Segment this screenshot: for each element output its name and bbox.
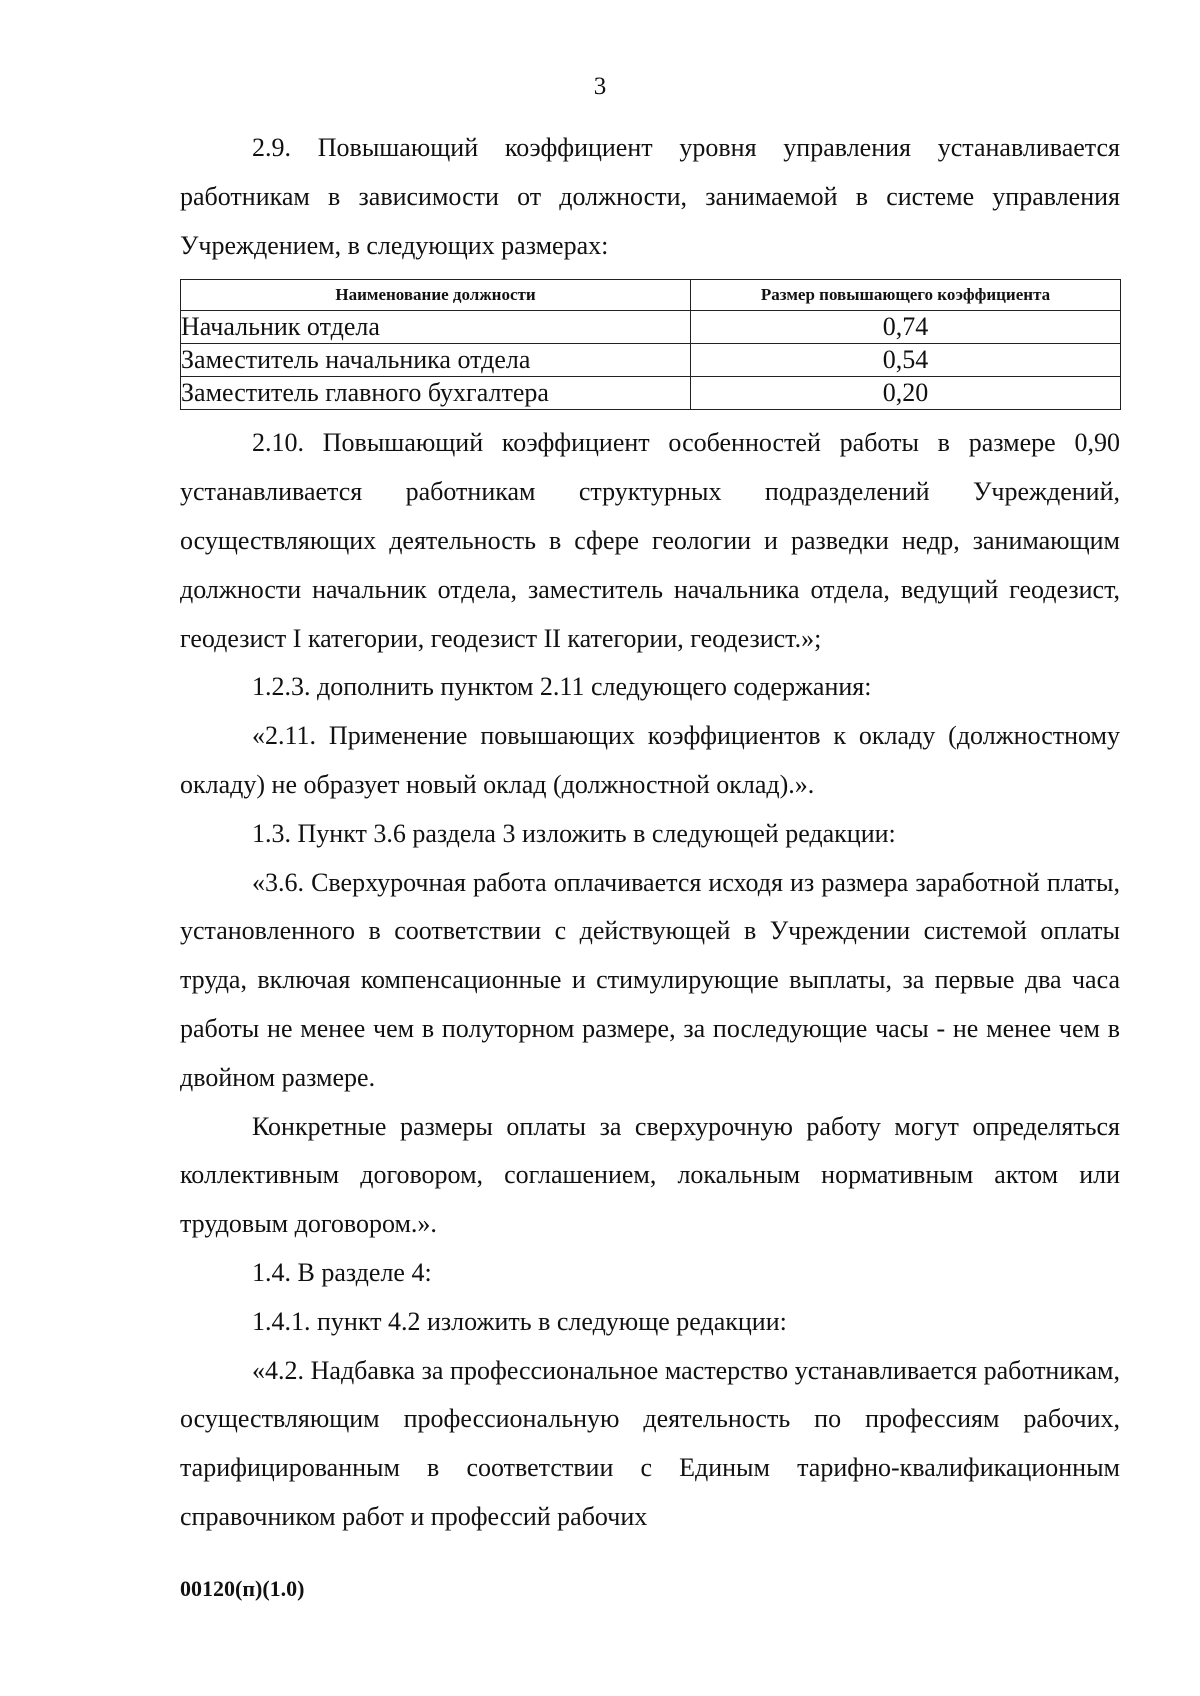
coefficient-table [180, 279, 1121, 410]
paragraph-2-10: 2.10. Повышающий коэффициент особенностей работы в размере 0,90 устанавливается работникам структурных подразделений Учреждений, осуществляющих деятельность в сфере геологии и разведки недр, занимающим должности начальник отдела, заместитель начальника отдела, ведущий геодезист, геодезист I категории, геодезист II категории, геодезист.»; [180, 428, 1120, 653]
coefficient-cell: 0,20 [691, 377, 1121, 410]
paragraph-1-4-1: 1.4.1. пункт 4.2 изложить в следующе редакции: [252, 1306, 787, 1336]
position-cell: Заместитель начальника отдела [181, 344, 691, 377]
paragraph-2-11: «2.11. Применение повышающих коэффициентов к окладу (должностному окладу) не образует новый оклад (должностной оклад).». [180, 721, 1120, 799]
table-header-row [181, 280, 1121, 311]
coefficient-cell: 0,74 [691, 311, 1121, 344]
paragraph-1-3: 1.3. Пункт 3.6 раздела 3 изложить в следующей редакции: [252, 818, 896, 848]
document-code: 00120(п)(1.0) [180, 1576, 305, 1601]
paragraph-4-2: «4.2. Надбавка за профессиональное мастерство устанавливается работникам, осуществляющим профессиональную деятельность по профессиям рабочих, тарифицированным в соответствии с Единым тарифно-квалификационным справочником работ и профессий рабочих [180, 1355, 1120, 1531]
position-cell: Начальник отдела [181, 311, 691, 344]
paragraph-2-9: 2.9. Повышающий коэффициент уровня управления устанавливается работникам в зависимости от должности, занимаемой в системе управления Учреждением, в следующих размерах: [180, 133, 1120, 260]
table-row [181, 311, 1121, 344]
table-row [181, 377, 1121, 410]
header-position-name: Наименование должности [181, 280, 691, 311]
paragraph-1-4: 1.4. В разделе 4: [252, 1257, 432, 1287]
position-cell: Заместитель главного бухгалтера [181, 377, 691, 410]
document-body [180, 124, 1120, 1542]
table-row [181, 344, 1121, 377]
header-coefficient-size: Размер повышающего коэффициента [691, 280, 1121, 311]
paragraph-1-2-3: 1.2.3. дополнить пунктом 2.11 следующего содержания: [252, 672, 872, 702]
paragraph-3-6: «3.6. Сверхурочная работа оплачивается исходя из размера заработной платы, установленного в соответствии с действующей в Учреждении системой оплаты труда, включая компенсационные и стимулирующие выплаты, за первые два часа работы не менее чем в полуторном размере, за последующие часы - не менее чем в двойном размере. [180, 867, 1120, 1092]
page-number: 3 [593, 73, 607, 100]
coefficient-cell: 0,54 [691, 344, 1121, 377]
paragraph-concrete-sizes: Конкретные размеры оплаты за сверхурочную работу могут определяться коллективным договором, соглашением, локальным нормативным актом или трудовым договором.». [180, 1111, 1120, 1239]
